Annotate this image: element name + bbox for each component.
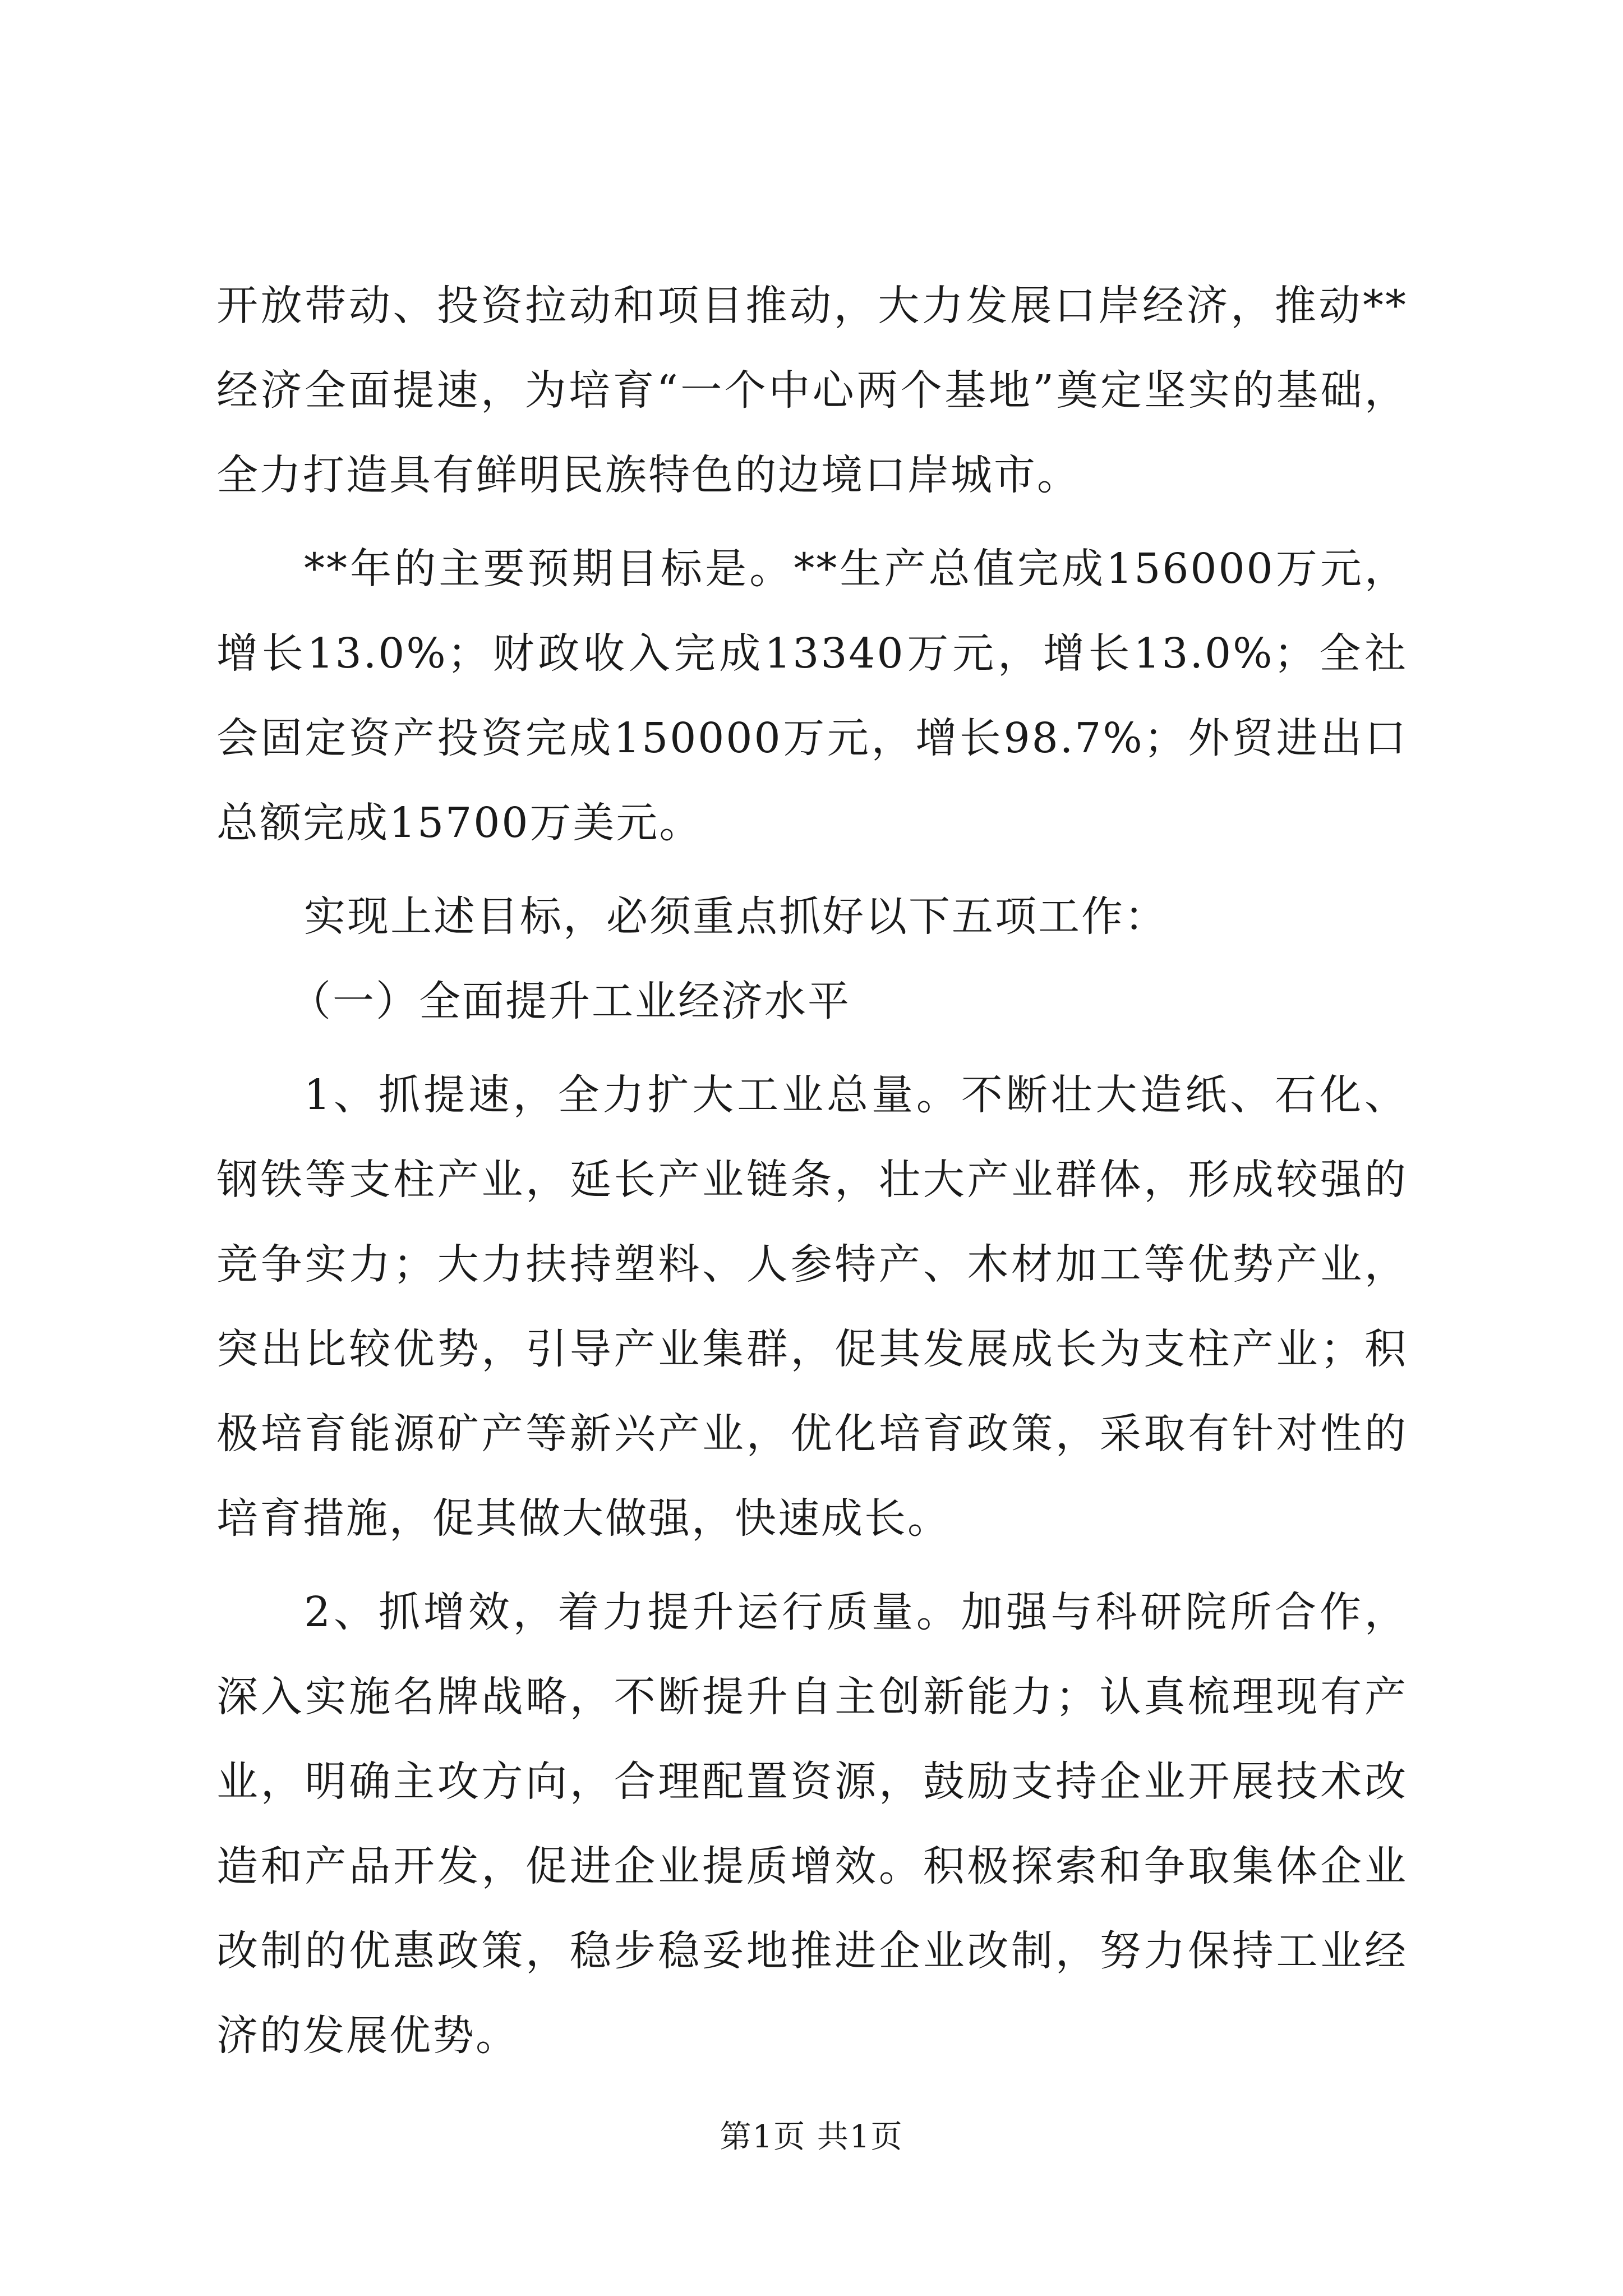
paragraph-expected-targets: **年的主要预期目标是。**生产总值完成156000万元，增长13.0%；财政收入完成13340万元，增长13.0%；全社会固定资产投资完成150000万元，增长98.7%；外贸进出口总额完成15700万美元。 [216, 545, 1408, 847]
document-body [216, 264, 1408, 2078]
paragraph-continuation: 开放带动、投资拉动和项目推动，大力发展口岸经济，推动**经济全面提速，为培育“一个中心两个基地”奠定坚实的基础，全力打造具有鲜明民族特色的边境口岸城市。 [216, 282, 1408, 499]
section-heading-industry: （一）全面提升工业经济水平 [289, 977, 851, 1025]
paragraph-point-1: 1、抓提速，全力扩大工业总量。不断壮大造纸、石化、钢铁等支柱产业，延长产业链条，壮大产业群体，形成较强的竞争实力；大力扶持塑料、人参特产、木材加工等优势产业，突出比较优势，引导产业集群，促其发展成长为支柱产业；积极培育能源矿产等新兴产业，优化培育政策，采取有针对性的培育措施，促其做大做强，快速成长。 [216, 1071, 1408, 1543]
paragraph-point-2: 2、抓增效，着力提升运行质量。加强与科研院所合作，深入实施名牌战略，不断提升自主创新能力；认真梳理现有产业，明确主攻方向，合理配置资源，鼓励支持企业开展技术改造和产品开发，促进企业提质增效。积极探索和争取集体企业改制的优惠政策，稳步稳妥地推进企业改制，努力保持工业经济的发展优势。 [216, 1588, 1408, 2060]
paragraph-five-tasks-intro: 实现上述目标，必须重点抓好以下五项工作： [304, 892, 1168, 941]
page-footer: 第1页 共1页 [720, 2119, 903, 2155]
